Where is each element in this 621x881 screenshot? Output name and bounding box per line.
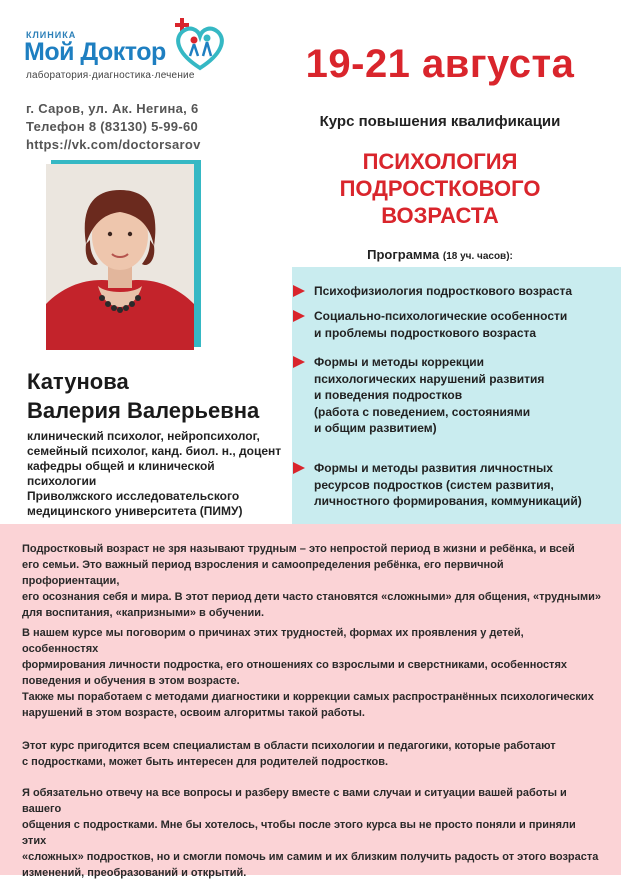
phone-text: Телефон 8 (83130) 5-99-60 [26, 119, 199, 134]
course-title-line: ПСИХОЛОГИЯ [362, 149, 518, 174]
arrow-right-icon [293, 356, 305, 368]
program-item: Формы и методы развития личностных ресурсов подростков (систем развития, личностного формирования, коммуникаций) [314, 460, 614, 510]
program-item: Психофизиология подросткового возраста [314, 283, 614, 300]
address-text: г. Саров, ул. Ак. Негина, 6 [26, 101, 199, 116]
lecturer-surname: Катунова [27, 369, 129, 394]
course-type: Курс повышения квалификации [319, 113, 561, 130]
bio-line: Приволжского исследовательского [27, 489, 240, 503]
program-item: Формы и методы коррекции психологических нарушений развития и поведения подростков (работа с поведением, состояниями и общим развитием) [314, 354, 614, 437]
course-title-line: ПОДРОСТКОВОГО [339, 176, 541, 201]
course-title [300, 148, 580, 229]
clinic-tagline: лаборатория·диагностика·лечение [26, 70, 195, 81]
description-paragraph: Также мы поработаем с методами диагностики и коррекции самых распространённых психологических нарушений в этом возрасте, освоим алгоритмы такой работы. [22, 691, 594, 719]
arrow-right-icon [293, 310, 305, 322]
arrow-right-icon [293, 462, 305, 474]
arrow-right-icon [293, 285, 305, 297]
program-list [292, 267, 621, 524]
description-paragraph: Подростковый возраст не зря называют трудным – это непростой период в жизни и ребёнка, и всей его семьи. Это важный период взросления и самоопределения ребёнка, его первичной профориентации, его осознания себя и мира. В этот период дети часто становятся «сложными» для общения, «трудными» для воспитания, «капризными» в обучении. [22, 543, 601, 619]
event-date: 19-21 августа [305, 42, 575, 86]
program-heading [290, 247, 590, 262]
program-item: Социально-психологические особенности и проблемы подросткового возраста [314, 308, 614, 341]
bio-line: семейный психолог, канд. биол. н., доцент [27, 444, 282, 458]
bio-line: кафедры общей и клинической психологии [27, 459, 215, 488]
description-paragraph: В нашем курсе мы поговорим о причинах этих трудностей, формах их проявления у детей, особенностях формирования личности подростка, его отношениях со взрослыми и сверстниками, особенностях поведения и обучения в этом возрасте. [22, 627, 567, 687]
program-label: Программа [367, 247, 440, 262]
description-paragraph: Этот курс пригодится всем специалистам в области психологии и педагогики, которые работают с подростками, может быть интересен для родителей подростков. [22, 740, 556, 768]
lecturer-name [27, 367, 259, 425]
clinic-logo-icon [170, 16, 230, 72]
clinic-logo-text: Мой Доктор [24, 38, 166, 66]
lecturer-given-names: Валерия Валерьевна [27, 398, 260, 423]
vk-link[interactable]: https://vk.com/doctorsarov [26, 137, 201, 152]
clinic-label: КЛИНИКА [26, 30, 77, 40]
course-title-line: ВОЗРАСТА [381, 203, 499, 228]
description-section [0, 524, 621, 879]
bio-line: медицинского университета (ПИМУ) [27, 504, 243, 518]
program-hours: (18 уч. часов): [442, 251, 513, 262]
description-paragraph: Я обязательно отвечу на все вопросы и разберу вместе с вами случаи и ситуации вашей работы и вашего общения с подростками. Мне бы хотелось, чтобы после этого курса вы не просто поняли и приняли этих «сложных» подростков, но и смогли помочь им самим и их близким получить радость от этого возраста изменений, преобразований и открытий. [22, 787, 599, 879]
bio-line: клинический психолог, нейропсихолог, [27, 429, 260, 443]
lecturer-bio [27, 429, 287, 519]
lecturer-photo [46, 164, 194, 350]
